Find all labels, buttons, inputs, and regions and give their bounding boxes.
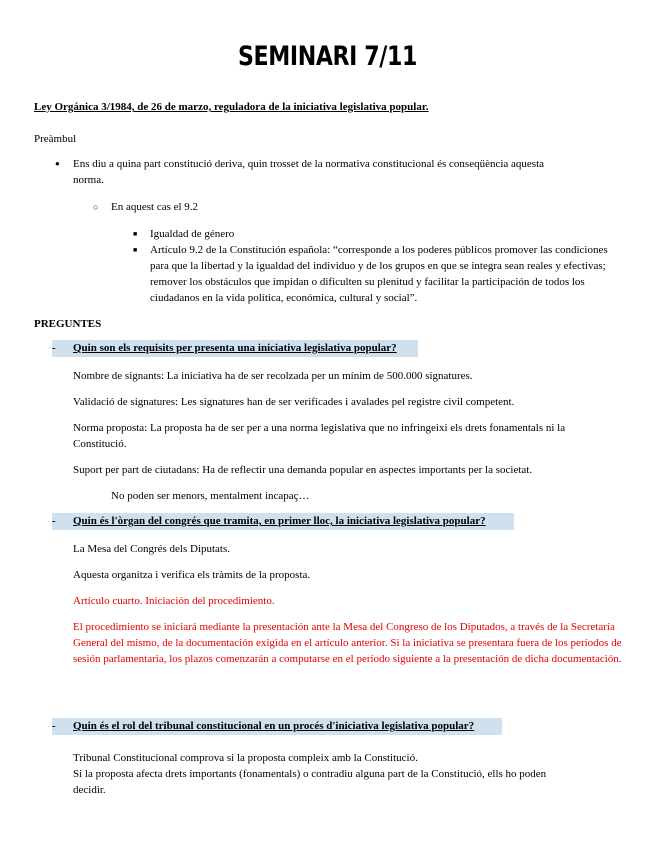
preamble-subbullet: ○ En aquest cas el 9.2 <box>111 199 198 215</box>
question-2: Quin és l'òrgan del congrés que tramita, en primer lloc, la iniciativa legislativa popular? <box>73 515 486 527</box>
answer: La Mesa del Congrés dels Diputats. <box>73 543 231 555</box>
sub-item: ■ Igualdad de género <box>150 226 234 242</box>
law-heading: Ley Orgánica 3/1984, de 26 de marzo, reguladora de la iniciativa legislativa popular. <box>34 101 429 113</box>
answer-note: No poden ser menors, mentalment incapaç… <box>111 490 310 502</box>
preguntes-label: PREGUNTES <box>34 318 102 330</box>
question-3: Quin és el rol del tribunal constitucional en un procés d'iniciativa legislativa popular? <box>73 720 475 732</box>
answer: Norma proposta: La proposta ha de ser per a una norma legislativa que no infringeixi els drets fonamentals ni la Constitució. <box>73 422 566 450</box>
answer: Suport per part de ciutadans: Ha de reflectir una demanda popular en aspectes importants per la societat. <box>73 464 533 476</box>
article-heading: Artículo cuarto. Iniciación del procedimiento. <box>73 595 275 607</box>
question-dash: - <box>52 515 56 527</box>
question-dash: - <box>52 342 56 354</box>
answer: Si la proposta afecta drets importants (fonamentals) o contradiu alguna part de la Constitució, ells ho poden decidir. <box>73 768 547 796</box>
question-1: Quin son els requisits per presenta una iniciativa legislativa popular? <box>73 342 397 354</box>
preamble-bullet: ● Ens diu a quina part constitució deriva, quin trosset de la normativa constitucional és conseqüència aquesta norma. <box>73 156 573 188</box>
page-title: SEMINARI 7/11 <box>238 41 417 72</box>
answer: Aquesta organitza i verifica els tràmits de la proposta. <box>73 569 311 581</box>
preamble-label: Preàmbul <box>34 133 77 145</box>
sub-item: ■ Artículo 9.2 de la Constitución española: “corresponde a los poderes públicos promover las condiciones para que la libertad y la igualdad del individuo y de los grupos en que se integra sean reales y efectivas; remover los obstáculos que impidan o dificulten su plenitud y facilitar la participación de todos los ciudadanos en la vida política, económica, cultural y social”. <box>150 242 618 306</box>
article-text: El procedimiento se iniciará mediante la presentación ante la Mesa del Congreso de los Diputados, a través de la Secretaría General del mismo, de la documentación exigida en el artículo anterior. Si la iniciativa se presentara fuera de los períodos de sesión parlamentaria, los plazos comenzarán a computarse en el período siguiente a la presentación de dicha documentación. <box>73 621 622 665</box>
answer: Tribunal Constitucional comprova si la proposta compleix amb la Constitució. <box>73 752 418 764</box>
answer: Validació de signatures: Les signatures han de ser verificades i avalades pel registre civil competent. <box>73 396 515 408</box>
question-dash: - <box>52 720 56 732</box>
answer: Nombre de signants: La iniciativa ha de ser recolzada per un mínim de 500.000 signatures. <box>73 370 473 382</box>
